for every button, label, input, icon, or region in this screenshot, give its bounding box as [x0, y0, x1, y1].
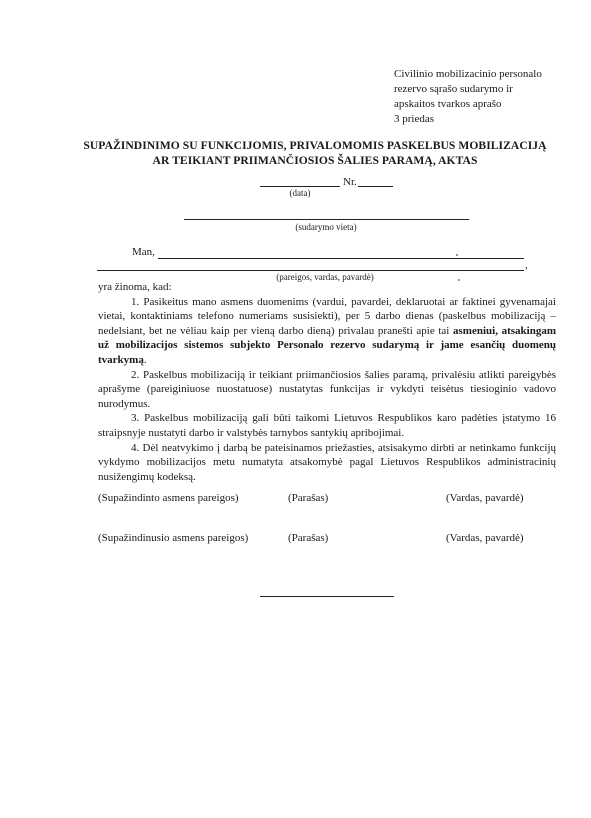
number-field-line[interactable]: [358, 186, 393, 187]
signature-sign-2: (Parašas): [288, 532, 329, 544]
person-field-line-1[interactable]: [158, 258, 524, 259]
title-line-1: SUPAŽINDINIMO SU FUNKCIJOMIS, PRIVALOMOMIS PASKELBUS MOBILIZACIJĄ: [83, 139, 547, 152]
clause-1-end: .: [143, 353, 147, 366]
title-line-2: AR TEIKIANT PRIIMANČIOSIOS ŠALIES PARAMĄ, AKTAS: [152, 154, 478, 167]
act-body: [98, 280, 556, 484]
annex-line-2: rezervo sąrašo sudarymo ir: [394, 83, 513, 95]
clause-1-text: 1. Pasikeitus mano asmens duomenims (vardui, pavardei, deklaruotai ar faktinei gyvenamajai vietai, kontaktiniams telefono numeriams susisiekti), per 5 darbo dienas (paskelbus mobilizaciją – nedelsiant, bet ne vėliau kaip per vieną darbo dieną) privalau pranešti apie tai: [98, 295, 556, 337]
place-caption: (sudarymo vieta): [295, 222, 357, 232]
person-field-line-2[interactable]: [97, 270, 524, 271]
scan-mark: [456, 254, 458, 256]
trailing-comma: ,: [525, 259, 528, 271]
signature-role-1: (Supažindinto asmens pareigos): [98, 492, 239, 504]
place-field-line[interactable]: [184, 219, 469, 220]
annex-reference: [394, 67, 574, 127]
signature-name-1: (Vardas, pavardė): [446, 492, 524, 504]
annex-line-4: 3 priedas: [394, 113, 435, 125]
date-caption: (data): [289, 188, 311, 198]
man-label: Man,: [132, 246, 155, 258]
signature-name-2: (Vardas, pavardė): [446, 532, 524, 544]
clause-3: 3. Paskelbus mobilizaciją gali būti taikomi Lietuvos Respublikos karo padėties įstatymo 16 straipsnyje nustatyti darbo ir valstybės tarnybos santykių apribojimai.: [98, 412, 556, 439]
annex-line-3: apskaitos tvarkos aprašo: [394, 98, 502, 110]
body-intro: yra žinoma, kad:: [98, 281, 172, 293]
signature-sign-1: (Parašas): [288, 492, 329, 504]
signature-role-2: (Supažindinusio asmens pareigos): [98, 532, 249, 544]
number-label: Nr.: [343, 176, 357, 188]
closing-line: [260, 596, 394, 597]
document-title: [80, 138, 550, 168]
person-caption: (pareigos, vardas, pavardė): [276, 272, 374, 282]
annex-line-1: Civilinio mobilizacinio personalo: [394, 68, 542, 80]
clause-1: [98, 295, 556, 368]
clause-2: 2. Paskelbus mobilizaciją ir teikiant priimančiosios šalies paramą, privalėsiu atlikti pareigybės aprašyme (pareiginiuose nuostatuose) nustatytas funkcijas ir vykdyti teisėtus tiesioginio vadovo nurodymus.: [98, 368, 556, 410]
clause-4: 4. Dėl neatvykimo į darbą be pateisinamos priežasties, atsisakymo dirbti ar netinkamo funkcijų vykdymo mobilizacijos metu numatyta atsakomybė pagal Lietuvos Respublikos administracinių nusižengimų kodeksą.: [98, 441, 556, 483]
clause-1-bold: asmeniui, atsakingam už mobilizacijos sistemos subjekto Personalo rezervo sudarymą ir jame esančių duomenų tvarkymą: [98, 324, 556, 366]
date-field-line[interactable]: [260, 186, 340, 187]
